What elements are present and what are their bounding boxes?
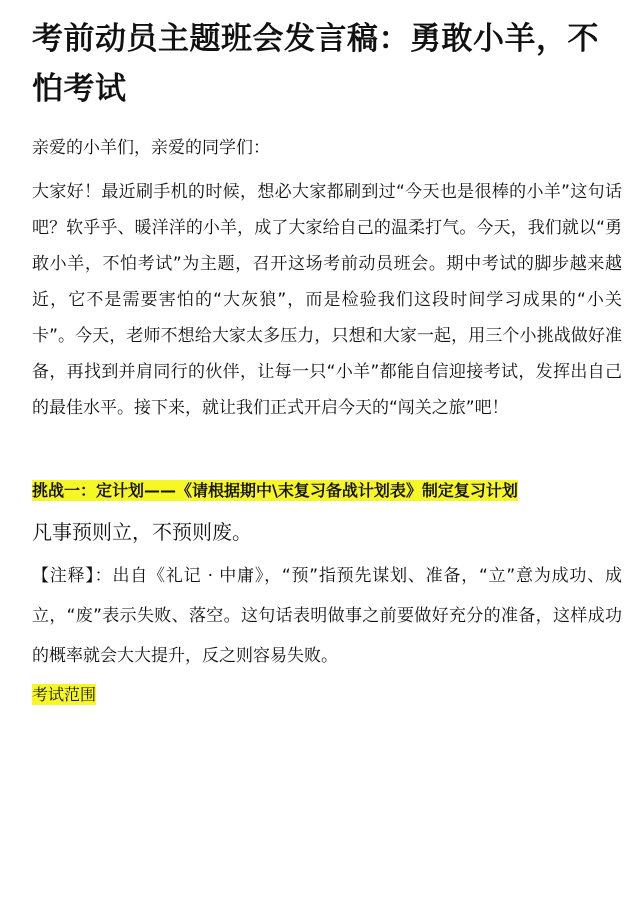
note-text: ：出自《礼记 · 中庸》，“预”指预先谋划、准备，“立”意为成功、成立，“废”表示失败、落空。这句话表明做事之前要做好充分的准备，这样成功的概率就会大大提升，反之则容易失败。 <box>32 566 622 666</box>
page-title: 考前动员主题班会发言稿：勇敢小羊，不怕考试 <box>32 21 599 107</box>
note-paragraph <box>32 556 622 676</box>
challenge-one-line <box>32 476 622 506</box>
intro-paragraph: 大家好！最近刷手机的时候，想必大家都刷到过“今天也是很棒的小羊”这句话吧？软乎乎、暖洋洋的小羊，成了大家给自己的温柔打气。今天，我们就以“勇敢小羊，不怕考试”为主题，召开这场考前动员班会。期中考试的脚步越来越近，它不是需要害怕的“大灰狼”，而是检验我们这段时间学习成果的“小关卡”。今天，老师不想给大家太多压力，只想和大家一起，用三个小挑战做好准备，再找到并肩同行的伙伴，让每一只“小羊”都能自信迎接考试，发挥出自己的最佳水平。接下来，就让我们正式开启今天的“闯关之旅”吧！ <box>32 182 622 418</box>
exam-scope-line <box>32 680 622 710</box>
proverb: 凡事预则立，不预则废。 <box>32 520 252 544</box>
exam-scope-heading: 考试范围 <box>32 685 97 704</box>
challenge-one-heading: 挑战一：定计划——《请根据期中\末复习备战计划表》制定复习计划 <box>32 481 518 500</box>
section-spacer <box>32 426 622 476</box>
note-label: 【注释】 <box>32 566 95 586</box>
greeting: 亲爱的小羊们，亲爱的同学们： <box>32 138 270 158</box>
